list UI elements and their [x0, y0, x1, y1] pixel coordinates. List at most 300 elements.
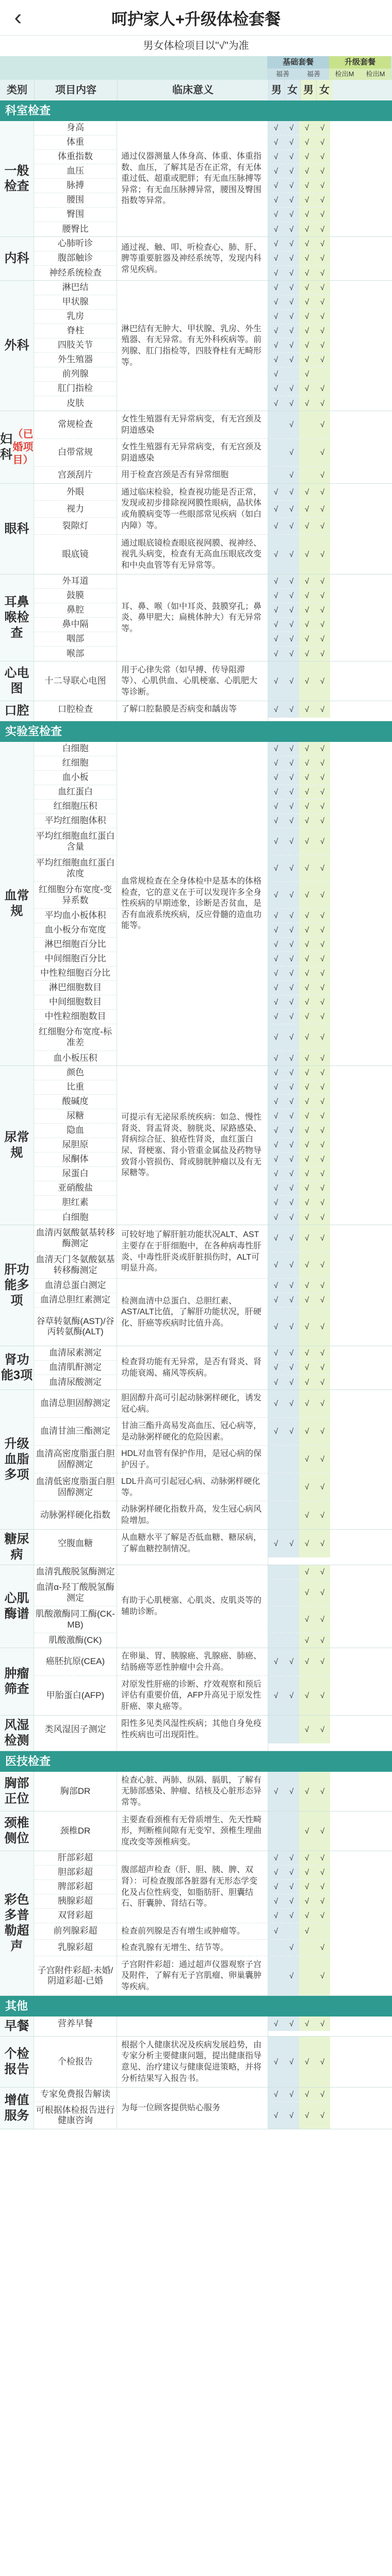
check-upgrade: √ — [315, 938, 330, 952]
check-basic: √ — [284, 882, 299, 908]
check-basic: √ — [268, 266, 284, 280]
check-upgrade: √ — [299, 662, 315, 701]
items-column — [34, 2088, 117, 2129]
check-row — [268, 1530, 330, 1557]
check-upgrade: √ — [299, 1580, 315, 1606]
check-basic: √ — [268, 1375, 284, 1389]
check-upgrade: √ — [299, 1279, 315, 1293]
table-row-item: 平均红细胞血红蛋白含量 — [34, 828, 117, 855]
check-basic: √ — [284, 222, 299, 236]
column-upgrade-female: 女 — [317, 80, 332, 100]
table-row-item: 红细胞压积 — [34, 800, 117, 814]
table-row-item: 颜色 — [34, 1066, 117, 1080]
check-upgrade: √ — [299, 222, 315, 236]
table-row-item: 血清高密度脂蛋白胆固醇测定 — [34, 1446, 117, 1473]
check-basic: √ — [268, 518, 284, 534]
check-row — [268, 785, 330, 800]
check-upgrade: √ — [315, 800, 330, 814]
check-upgrade: √ — [315, 1956, 330, 1995]
check-row — [268, 237, 330, 251]
category-name — [0, 1772, 34, 1811]
check-row — [268, 310, 330, 324]
check-row — [268, 281, 330, 295]
category-name-text: 一般检查 — [4, 164, 29, 193]
category-block — [0, 1565, 392, 1648]
check-basic: √ — [284, 1866, 299, 1879]
check-row — [268, 1811, 330, 1851]
check-upgrade: √ — [315, 1676, 330, 1715]
check-basic: √ — [284, 1066, 299, 1080]
category-rows — [34, 1851, 392, 1995]
check-row — [268, 1580, 330, 1606]
table-row-item: 体重指数 — [34, 150, 117, 164]
check-upgrade: √ — [299, 647, 315, 661]
check-basic: √ — [268, 1390, 284, 1417]
check-basic: √ — [284, 1956, 299, 1995]
checks-column — [268, 2037, 330, 2087]
section-title: 科室检查 — [0, 100, 392, 121]
check-basic: √ — [268, 1095, 284, 1109]
table-row-item: 鼓膜 — [34, 589, 117, 603]
meaning-column — [117, 2016, 268, 2036]
check-row — [268, 1153, 330, 1167]
check-upgrade: √ — [299, 923, 315, 937]
check-upgrade: √ — [315, 1252, 330, 1278]
table-row-item: 体重 — [34, 135, 117, 150]
check-row — [268, 909, 330, 923]
check-row — [268, 338, 330, 353]
check-upgrade: √ — [315, 995, 330, 1009]
clinical-meaning: 用于心律失常（如早搏、传导阻滞等）、心肌供血、心肌梗塞、心肌肥大等诊断。 — [121, 665, 258, 697]
clinical-meaning: 检查前列腺是否有增生或肿瘤等。 — [117, 1923, 268, 1940]
table-row-item: 平均红细胞体积 — [34, 814, 117, 828]
check-row — [268, 923, 330, 938]
category-name-text: 心电图 — [4, 666, 29, 696]
check-upgrade: √ — [299, 1210, 315, 1225]
check-basic: √ — [284, 310, 299, 324]
check-upgrade: √ — [299, 1851, 315, 1865]
check-row — [268, 1196, 330, 1210]
check-basic: √ — [284, 338, 299, 352]
check-basic: √ — [268, 222, 284, 236]
items-column — [34, 1811, 117, 1851]
check-basic: √ — [284, 1124, 299, 1138]
check-basic: √ — [268, 967, 284, 980]
check-basic: √ — [268, 1361, 284, 1375]
checks-column — [268, 742, 330, 1065]
check-basic: √ — [268, 1909, 284, 1923]
clinical-meaning: 淋巴结有无肿大、甲状腺、乳房、外生殖器、有无异常。有无外科疾病等。前列腺、肛门指检等，四肢脊柱有无畸形等。 — [121, 324, 262, 367]
column-category: 类别 — [0, 80, 35, 100]
items-column — [34, 662, 117, 701]
check-basic: √ — [268, 237, 284, 251]
check-basic: √ — [268, 2016, 284, 2031]
check-upgrade: √ — [315, 574, 330, 588]
check-upgrade: √ — [315, 1308, 330, 1346]
check-row — [268, 1293, 330, 1308]
items-column — [34, 1530, 117, 1565]
check-basic: √ — [284, 1109, 299, 1123]
meaning-column — [117, 1772, 268, 1811]
check-upgrade: √ — [299, 618, 315, 632]
category-name — [0, 1716, 34, 1751]
check-upgrade: √ — [315, 1606, 330, 1633]
check-upgrade: √ — [315, 1066, 330, 1080]
category-rows — [34, 2037, 392, 2087]
check-basic: √ — [284, 1851, 299, 1865]
page-title: 呵护家人+升级体检套餐 — [111, 10, 281, 28]
category-rows — [34, 742, 392, 1065]
check-upgrade: √ — [315, 1124, 330, 1138]
check-upgrade: √ — [299, 771, 315, 785]
meaning-column — [117, 701, 268, 721]
check-basic — [268, 1446, 284, 1473]
table-row-item: 甲状腺 — [34, 295, 117, 310]
check-row — [268, 855, 330, 882]
check-row — [268, 647, 330, 661]
check-upgrade: √ — [315, 1375, 330, 1389]
check-basic: √ — [268, 324, 284, 338]
check-basic: √ — [284, 164, 299, 178]
check-row — [268, 1308, 330, 1346]
table-row-item: 尿糖 — [34, 1109, 117, 1124]
check-row — [268, 1940, 330, 1956]
check-upgrade — [299, 411, 315, 438]
check-basic: √ — [284, 1024, 299, 1050]
check-upgrade: √ — [315, 295, 330, 309]
check-basic — [284, 1716, 299, 1743]
checks-column — [268, 121, 330, 236]
check-upgrade: √ — [299, 1894, 315, 1908]
check-upgrade: √ — [315, 882, 330, 908]
check-row — [268, 396, 330, 411]
table-row-item: 脾部彩超 — [34, 1880, 117, 1894]
check-basic: √ — [284, 484, 299, 500]
check-row — [268, 1066, 330, 1080]
check-basic: √ — [268, 923, 284, 937]
meaning-column — [117, 1225, 268, 1346]
clinical-meaning: 通过仪器测量人体身高、体重、体重指数、血压，了解其是否在正常，有无体重过低、超重或肥胖；有无血压脉搏等异常；有无血压脉搏异常，腰围及臀围指数等异常。 — [121, 152, 262, 206]
check-basic: √ — [284, 237, 299, 251]
table-row-item: 淋巴结 — [34, 281, 117, 295]
category-name — [0, 1851, 34, 1995]
check-basic: √ — [284, 1418, 299, 1445]
check-basic: √ — [284, 324, 299, 338]
table-row-item: 血清α-羟丁酸脱氢酶测定 — [34, 1580, 117, 1606]
check-basic: √ — [268, 310, 284, 324]
table-row-item: 营养早餐 — [58, 2018, 93, 2028]
check-upgrade: √ — [315, 909, 330, 923]
column-meaning: 临床意义 — [118, 80, 269, 100]
category-name-text: 尿常规 — [4, 1130, 29, 1160]
check-basic: √ — [268, 882, 284, 908]
check-upgrade: √ — [299, 367, 315, 381]
items-column — [34, 2037, 117, 2087]
check-basic: √ — [268, 501, 284, 517]
checks-column — [268, 1066, 330, 1225]
check-basic: √ — [284, 1279, 299, 1293]
check-upgrade: √ — [315, 952, 330, 966]
table-row-item: 亚硝酸盐 — [34, 1181, 117, 1196]
check-upgrade: √ — [299, 2016, 315, 2031]
check-upgrade: √ — [299, 382, 315, 396]
check-row — [268, 164, 330, 179]
table-row-item: 乳腺彩超 — [34, 1940, 117, 1956]
check-upgrade — [315, 1923, 330, 1939]
check-basic: √ — [268, 1153, 284, 1166]
items-column — [34, 742, 117, 1065]
check-basic: √ — [284, 1390, 299, 1417]
meaning-column — [117, 1716, 268, 1751]
check-upgrade: √ — [315, 281, 330, 295]
category-rows — [34, 1772, 392, 1811]
check-row — [268, 501, 330, 518]
category-name — [0, 484, 34, 574]
check-basic: √ — [268, 800, 284, 814]
check-row — [268, 208, 330, 222]
check-basic: √ — [284, 589, 299, 603]
check-basic: √ — [284, 1252, 299, 1278]
check-upgrade: √ — [315, 756, 330, 770]
category-name-text: 耳鼻喉检查 — [4, 595, 29, 640]
check-upgrade: √ — [299, 1024, 315, 1050]
check-basic: √ — [268, 1866, 284, 1879]
meaning-column — [117, 281, 268, 411]
check-upgrade: √ — [315, 1010, 330, 1024]
table-row-item: 视力 — [34, 501, 117, 518]
clinical-meaning: 了解口腔黏膜是否病变和龋齿等 — [121, 705, 237, 714]
check-upgrade: √ — [299, 1167, 315, 1181]
check-row — [268, 1894, 330, 1909]
check-basic: √ — [284, 1010, 299, 1024]
check-basic — [268, 1633, 284, 1648]
category-name-text: 外科 — [4, 338, 29, 352]
category-name — [0, 701, 34, 721]
check-upgrade: √ — [299, 2102, 315, 2129]
check-upgrade: √ — [299, 1716, 315, 1743]
check-upgrade: √ — [299, 1375, 315, 1389]
check-basic: √ — [284, 909, 299, 923]
section-title: 实验室检查 — [0, 721, 392, 742]
check-upgrade: √ — [315, 535, 330, 574]
table-row-item: 可根据体检报告进行健康咨询 — [36, 2105, 115, 2125]
category-block — [0, 2016, 392, 2037]
check-row — [268, 150, 330, 164]
check-upgrade: √ — [315, 1210, 330, 1225]
check-upgrade: √ — [299, 1418, 315, 1445]
check-basic: √ — [268, 1252, 284, 1278]
check-basic: √ — [284, 923, 299, 937]
package-upgrade-tier-female: 检出M — [366, 70, 385, 78]
check-upgrade: √ — [315, 411, 330, 438]
check-basic: √ — [268, 574, 284, 588]
table-row-item: 肌酸激酶(CK) — [48, 1635, 102, 1645]
clinical-meaning: 通过临床检验，检查视功能是否正常，发现或初步排除视网膜性眼病，晶状体或角膜病变等一些眼部常见疾病（如白内障）等。 — [117, 484, 268, 535]
clinical-meaning: 可提示有无泌尿系统疾病：如急、慢性肾炎、肾盂肾炎、膀胱炎、尿路感染、肾病综合征、狼疮性肾炎，血红蛋白尿、肾梗塞、肾小管重金属盐及药物导致肾小管损伤、肾或膀胱肿瘤以及有无尿糖等。 — [121, 1113, 262, 1178]
checks-column — [268, 281, 330, 411]
clinical-meaning: 通过视、触、叩、听检查心、肺、肝、脾等重要脏器及神经系统等，发现内科常见疾病。 — [121, 243, 262, 274]
table-row-item: 咽部 — [34, 632, 117, 647]
table-row-item: 血小板 — [34, 771, 117, 785]
meaning-column — [117, 2037, 268, 2087]
check-basic: √ — [268, 1010, 284, 1024]
check-row — [268, 266, 330, 280]
table-row-item: 酸碱度 — [34, 1095, 117, 1109]
category-name — [0, 2088, 34, 2129]
check-upgrade: √ — [315, 467, 330, 483]
table-row-item: 类风湿因子测定 — [44, 1724, 106, 1734]
clinical-meaning: 子宫附件彩超：通过超声仪器观察子宫及附件，了解有无子宫肌瘤、卵巢囊肿等疾病。 — [121, 1960, 262, 1991]
category-name — [0, 742, 34, 1065]
clinical-meaning: 在卵巢、胃、胰腺癌、乳腺癌、肺癌、结肠癌等恶性肿瘤中会升高。 — [117, 1648, 268, 1676]
check-upgrade: √ — [315, 647, 330, 661]
check-basic: √ — [268, 135, 284, 149]
table-row-item: 尿胆原 — [34, 1138, 117, 1153]
check-upgrade: √ — [315, 1811, 330, 1851]
check-upgrade: √ — [315, 785, 330, 799]
check-basic: √ — [268, 662, 284, 701]
table-row-item: 淋巴细胞百分比 — [34, 938, 117, 952]
check-basic: √ — [268, 701, 284, 718]
check-upgrade: √ — [315, 251, 330, 265]
app-header — [0, 0, 392, 36]
check-basic: √ — [268, 828, 284, 855]
check-row — [268, 632, 330, 647]
check-row — [268, 1633, 330, 1648]
meaning-column — [117, 121, 268, 236]
check-upgrade: √ — [315, 179, 330, 193]
check-upgrade: √ — [315, 1940, 330, 1956]
check-row — [268, 2102, 330, 2129]
clinical-meaning: 主要查看颈椎有无骨质增生、先天性畸形，判断椎间隙有无变窄、颈椎生理曲度改变等颈椎病变。 — [121, 1815, 262, 1846]
check-basic — [268, 1940, 284, 1956]
check-upgrade: √ — [299, 310, 315, 324]
category-name-text: 眼科 — [4, 521, 29, 536]
package-upgrade-tier-male: 检出M — [335, 70, 354, 78]
check-basic — [284, 1501, 299, 1529]
check-basic: √ — [268, 771, 284, 785]
category-rows — [34, 484, 392, 574]
check-basic: √ — [284, 647, 299, 661]
category-block — [0, 1648, 392, 1716]
category-name — [0, 2016, 34, 2036]
table-row-item: 比重 — [34, 1080, 117, 1095]
check-upgrade: √ — [299, 882, 315, 908]
table-row-item: 外眼 — [34, 484, 117, 501]
check-basic: √ — [284, 439, 299, 466]
check-upgrade: √ — [315, 1196, 330, 1210]
table-row-item: 中间细胞百分比 — [34, 952, 117, 967]
package-header-spacer — [0, 56, 267, 80]
check-row — [268, 981, 330, 995]
check-upgrade: √ — [315, 603, 330, 617]
category-name — [0, 1565, 34, 1648]
check-upgrade: √ — [315, 967, 330, 980]
check-basic — [284, 1446, 299, 1473]
check-basic — [268, 1606, 284, 1633]
check-upgrade: √ — [299, 632, 315, 646]
table-row-item: 子宫附件彩超-未婚/阴道彩超-已婚 — [37, 1965, 113, 1986]
check-upgrade: √ — [315, 2037, 330, 2087]
check-basic: √ — [284, 1772, 299, 1811]
check-upgrade: √ — [315, 662, 330, 701]
category-rows — [34, 662, 392, 701]
category-name — [0, 1811, 34, 1851]
column-item: 项目内容 — [35, 80, 118, 100]
check-basic: √ — [268, 535, 284, 574]
category-rows — [34, 2088, 392, 2129]
chevron-left-icon[interactable]: ‹ — [14, 5, 22, 30]
check-upgrade: √ — [299, 501, 315, 517]
column-header-row — [0, 80, 392, 100]
table-row-item: 动脉粥样硬化指数 — [40, 1510, 110, 1520]
category-rows — [34, 411, 392, 483]
table-row-item: 胆部彩超 — [34, 1866, 117, 1880]
check-upgrade: √ — [299, 1138, 315, 1152]
check-upgrade: √ — [299, 1181, 315, 1195]
check-upgrade: √ — [299, 701, 315, 718]
meaning-column — [117, 237, 268, 280]
check-basic: √ — [284, 1530, 299, 1557]
table-row-item: 癌胚抗原(CEA) — [34, 1648, 117, 1676]
check-row — [268, 411, 330, 439]
check-upgrade — [299, 467, 315, 483]
category-block — [0, 1851, 392, 1996]
check-row — [268, 1923, 330, 1940]
table-row-item: 肌酸激酶同工酶(CK-MB) — [34, 1606, 117, 1633]
clinical-meaning: 动脉粥样硬化指数升高，发生冠心病风险增加。 — [121, 1505, 262, 1525]
table-row-item: 脊柱 — [34, 324, 117, 338]
table-row-item: 血小板压积 — [53, 1053, 97, 1063]
checks-column — [268, 1530, 330, 1565]
package-header-row — [0, 56, 392, 80]
table-row-item: 专家免费报告解读 — [34, 2088, 117, 2102]
check-basic: √ — [284, 1080, 299, 1094]
check-upgrade: √ — [315, 981, 330, 995]
check-basic — [268, 439, 284, 466]
check-basic: √ — [268, 1109, 284, 1123]
check-upgrade: √ — [299, 1880, 315, 1894]
check-basic: √ — [284, 814, 299, 828]
check-basic: √ — [268, 193, 284, 207]
category-rows — [34, 1066, 392, 1225]
check-upgrade: √ — [299, 1225, 315, 1251]
meaning-column — [117, 411, 268, 483]
check-basic: √ — [284, 952, 299, 966]
category-name-text: 增值服务 — [4, 2093, 29, 2123]
check-upgrade: √ — [299, 135, 315, 149]
check-basic: √ — [268, 396, 284, 411]
check-upgrade: √ — [299, 828, 315, 855]
table-row-item: 颈椎DR — [60, 1825, 91, 1836]
check-basic: √ — [268, 589, 284, 603]
check-upgrade: √ — [299, 967, 315, 980]
category-rows — [34, 1225, 392, 1346]
check-basic: √ — [284, 2016, 299, 2031]
check-upgrade: √ — [315, 1633, 330, 1648]
check-upgrade: √ — [299, 1923, 315, 1939]
table-row-item: 中性粒细胞百分比 — [34, 967, 117, 981]
checkup-table — [0, 100, 392, 2129]
check-basic: √ — [284, 2037, 299, 2087]
check-upgrade: √ — [315, 484, 330, 500]
check-basic: √ — [284, 938, 299, 952]
table-row-item: 双肾彩超 — [34, 1909, 117, 1923]
category-block — [0, 1530, 392, 1565]
check-row — [268, 701, 330, 718]
check-basic: √ — [268, 1851, 284, 1865]
check-row — [268, 603, 330, 618]
